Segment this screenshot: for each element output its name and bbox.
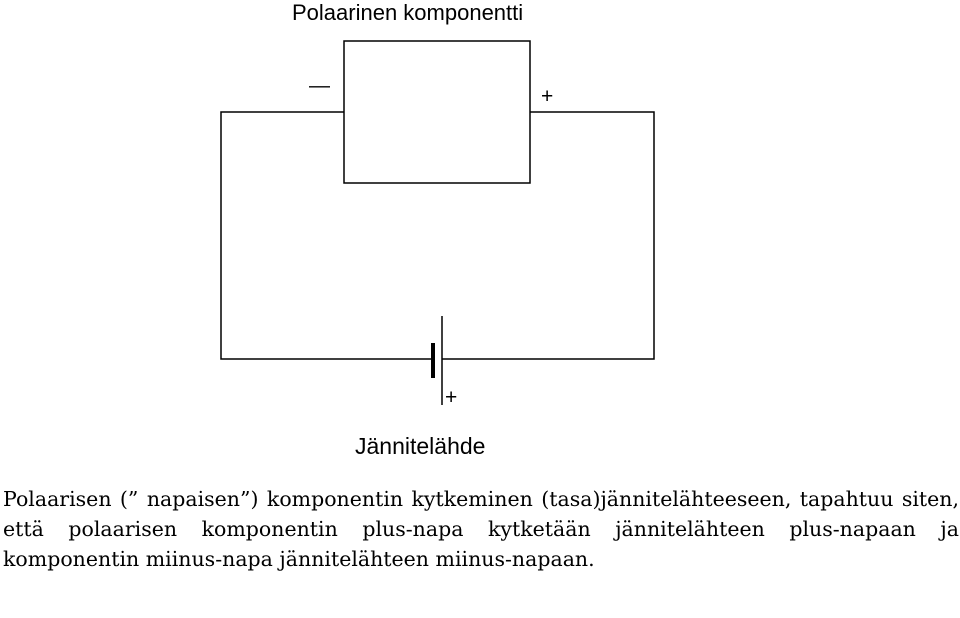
voltage-source-label: Jännitelähde [355, 433, 486, 459]
diagram-title: Polaarinen komponentti [292, 0, 524, 25]
component-plus-sign: + [541, 85, 554, 108]
wire-right [442, 112, 654, 359]
wire-left [221, 112, 432, 359]
source-plus-sign: + [445, 386, 458, 409]
component-minus-sign: — [309, 74, 330, 97]
polar-component-box [344, 41, 530, 183]
description-paragraph: Polaarisen (” napaisen”) komponentin kytkeminen (tasa)jännitelähteeseen, tapahtuu siten, että polaarisen komponentin plus-napa kytketään jännitelähteen plus-napaan ja komponentin miinus-napa jännitelähteen miinus-napaan. [3, 487, 959, 571]
